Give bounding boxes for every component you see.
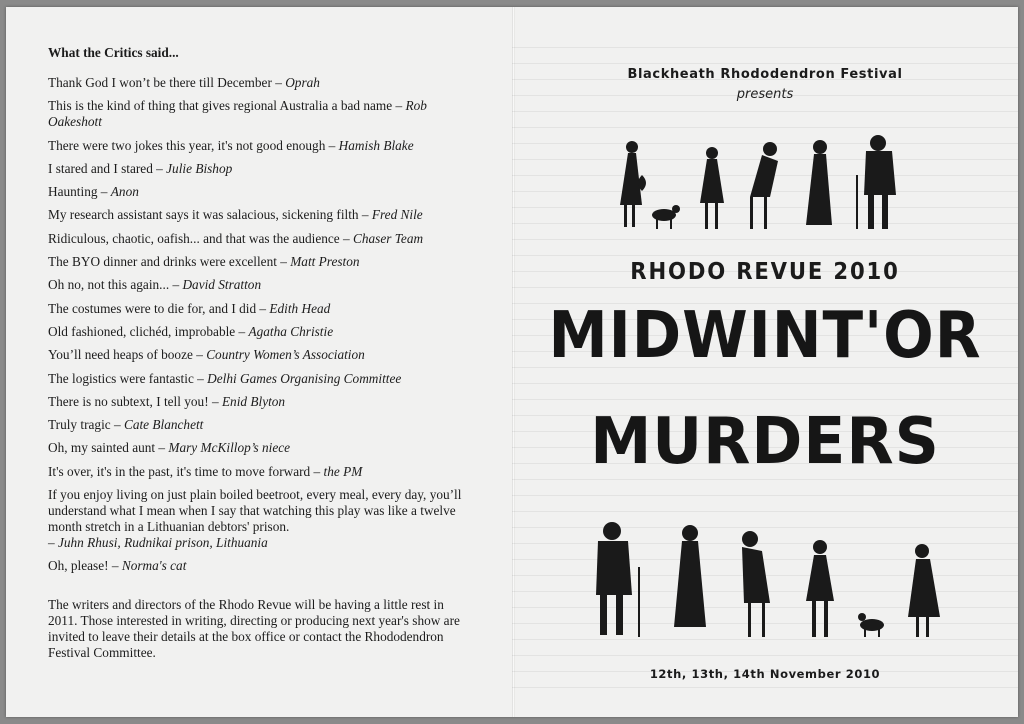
silhouette-illustration-top	[602, 135, 922, 235]
critic-quote	[48, 347, 468, 363]
quote-text: I stared and I stared –	[48, 160, 167, 176]
critics-quotes-list	[48, 75, 468, 574]
quote-attribution: Rob Oakeshott	[48, 98, 427, 130]
festival-name: Blackheath Rhododendron Festival	[627, 67, 903, 82]
silhouette-illustration-bottom	[572, 517, 962, 642]
critic-quote	[48, 75, 468, 91]
quote-attribution: Mary McKillop’s niece	[168, 440, 291, 456]
quote-attribution: Country Women’s Association	[206, 347, 365, 363]
quote-text: It's over, it's in the past, it's time to move forward –	[48, 463, 324, 479]
quote-attribution: – Juhn Rhusi, Rudnikai prison, Lithuania	[48, 535, 268, 551]
critic-quote	[48, 161, 468, 177]
quote-text: Oh, please! –	[48, 558, 122, 574]
quote-attribution: Agatha Christie	[248, 323, 334, 339]
critic-quote	[48, 487, 468, 551]
show-title-line1: MIDWINT'OR	[548, 299, 982, 373]
quote-text: There were two jokes this year, it's not good enough –	[48, 137, 339, 153]
cover-page	[512, 7, 1018, 717]
quote-text: Ridiculous, chaotic, oafish... and that was the audience –	[48, 230, 354, 246]
quote-text: My research assistant says it was salacious, sickening filth –	[48, 207, 372, 223]
quote-text: Old fashioned, clichéd, improbable –	[48, 323, 249, 339]
critic-quote	[48, 301, 468, 317]
critic-quote	[48, 440, 468, 456]
quote-attribution: Cate Blanchett	[123, 417, 204, 433]
critic-quote	[48, 464, 468, 480]
quote-text: Truly tragic –	[48, 417, 124, 433]
quote-text: If you enjoy living on just plain boiled beetroot, every meal, every day, you’ll understand what I mean when I say that watching this play was like a twelve month stretch in a Lithuanian debtors' prison.	[48, 487, 462, 535]
quote-attribution: the PM	[323, 463, 363, 479]
critic-quote	[48, 231, 468, 247]
program-sheet	[6, 7, 1018, 717]
quote-attribution: Fred Nile	[371, 207, 423, 223]
quote-attribution: Norma's cat	[121, 558, 187, 574]
quote-text: There is no subtext, I tell you! –	[48, 393, 222, 409]
critic-quote	[48, 324, 468, 340]
revue-title: RHODO REVUE 2010	[630, 259, 900, 285]
critic-quote	[48, 207, 468, 223]
quote-attribution: Delhi Games Organising Committee	[207, 370, 402, 386]
rest-notice: The writers and directors of the Rhodo Revue will be having a little rest in 2011. Those interested in writing, directing or producing next year's show are invited to leave their details at the box office or contact the Rhododendron Festival Committee.	[48, 597, 460, 661]
quote-attribution: Enid Blyton	[221, 393, 286, 409]
critic-quote	[48, 138, 468, 154]
quote-text: The BYO dinner and drinks were excellent –	[48, 254, 291, 270]
critic-quote	[48, 184, 468, 200]
quote-text: Oh, my sainted aunt –	[48, 440, 169, 456]
quote-attribution: Chaser Team	[353, 230, 424, 246]
quote-text: Thank God I won’t be there till December –	[48, 75, 286, 90]
critic-quote	[48, 417, 468, 433]
quote-attribution: Anon	[110, 184, 139, 200]
show-title-line2: MURDERS	[590, 405, 940, 479]
quote-text: Oh no, not this again... –	[48, 277, 183, 293]
quote-attribution: David Stratton	[182, 277, 262, 293]
quote-attribution: Hamish Blake	[338, 137, 414, 153]
critic-quote	[48, 394, 468, 410]
critic-quote	[48, 254, 468, 270]
quote-text: The logistics were fantastic –	[48, 370, 208, 386]
critic-quote	[48, 558, 468, 574]
quote-attribution: Julie Bishop	[166, 160, 233, 176]
performance-dates: 12th, 13th, 14th November 2010	[649, 667, 881, 681]
presents-text: presents	[736, 87, 794, 102]
critics-heading: What the Critics said...	[48, 45, 179, 60]
quote-text: You’ll need heaps of booze –	[48, 347, 207, 363]
critic-quote	[48, 277, 468, 293]
critic-quote	[48, 98, 468, 130]
critic-quote	[48, 371, 468, 387]
quote-text: This is the kind of thing that gives regional Australia a bad name –	[48, 98, 406, 114]
quote-attribution: Matt Preston	[290, 254, 360, 270]
quote-attribution: Edith Head	[269, 300, 331, 316]
quote-text: Haunting –	[48, 184, 111, 200]
critics-page	[48, 45, 468, 661]
quote-text: The costumes were to die for, and I did –	[48, 300, 270, 316]
quote-attribution: Oprah	[285, 75, 320, 90]
